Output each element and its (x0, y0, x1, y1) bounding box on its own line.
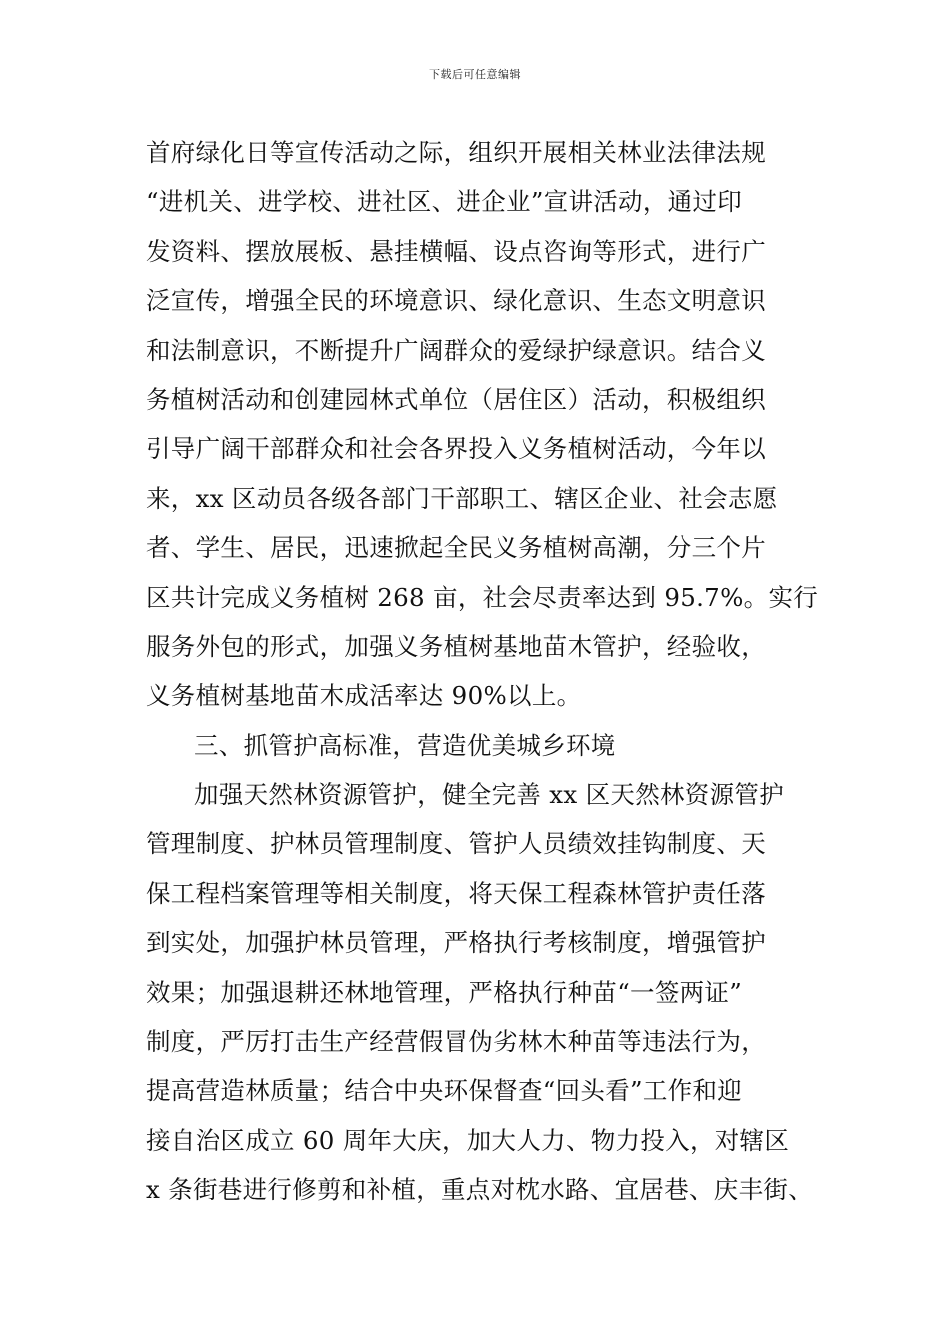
text-line: 制度，严厉打击生产经营假冒伪劣林木种苗等违法行为， (146, 1027, 766, 1057)
text-line: 者、学生、居民，迅速掀起全民义务植树高潮，分三个片 (146, 533, 766, 563)
text-line: 服务外包的形式，加强义务植树基地苗木管护，经验收， (146, 631, 766, 661)
text-line: 提高营造林质量；结合中央环保督查“回头看”工作和迎 (146, 1076, 743, 1106)
document-body (146, 128, 822, 1215)
text-line: “进机关、进学校、进社区、进企业”宣讲活动，通过印 (146, 187, 743, 217)
text-line: 接自治区成立 60 周年大庆，加大人力、物力投入，对辖区 (146, 1125, 790, 1155)
text-line: 保工程档案管理等相关制度，将天保工程森林管护责任落 (146, 878, 766, 908)
text-line: 到实处，加强护林员管理，严格执行考核制度，增强管护 (146, 928, 766, 958)
text-line: 义务植树基地苗木成活率达 90%以上。 (146, 681, 582, 711)
text-line: 来，xx 区动员各级各部门干部职工、辖区企业、社会志愿 (146, 483, 778, 513)
page-header: 下载后可任意编辑 (429, 68, 521, 81)
text-line: 务植树活动和创建园林式单位（居住区）活动，积极组织 (146, 384, 766, 414)
paragraph-first-line: 加强天然林资源管护，健全完善 xx 区天然林资源管护 (194, 780, 785, 810)
text-line: 引导广阔干部群众和社会各界投入义务植树活动，今年以 (146, 434, 766, 464)
text-line: 泛宣传，增强全民的环境意识、绿化意识、生态文明意识 (146, 286, 766, 316)
text-line: 效果；加强退耕还林地管理，严格执行种苗“一签两证” (146, 977, 743, 1007)
text-line: x 条街巷进行修剪和补植，重点对枕水路、宜居巷、庆丰街、 (146, 1175, 814, 1205)
text-line: 和法制意识，不断提升广阔群众的爱绿护绿意识。结合义 (146, 335, 766, 365)
text-line: 区共计完成义务植树 268 亩，社会尽责率达到 95.7%。实行 (146, 582, 819, 612)
section-heading: 三、抓管护高标准，营造优美城乡环境 (194, 730, 616, 760)
text-line: 发资料、摆放展板、悬挂横幅、设点咨询等形式，进行广 (146, 236, 766, 266)
text-line: 首府绿化日等宣传活动之际，组织开展相关林业法律法规 (146, 138, 766, 167)
text-line: 管理制度、护林员管理制度、管护人员绩效挂钩制度、天 (146, 829, 766, 859)
